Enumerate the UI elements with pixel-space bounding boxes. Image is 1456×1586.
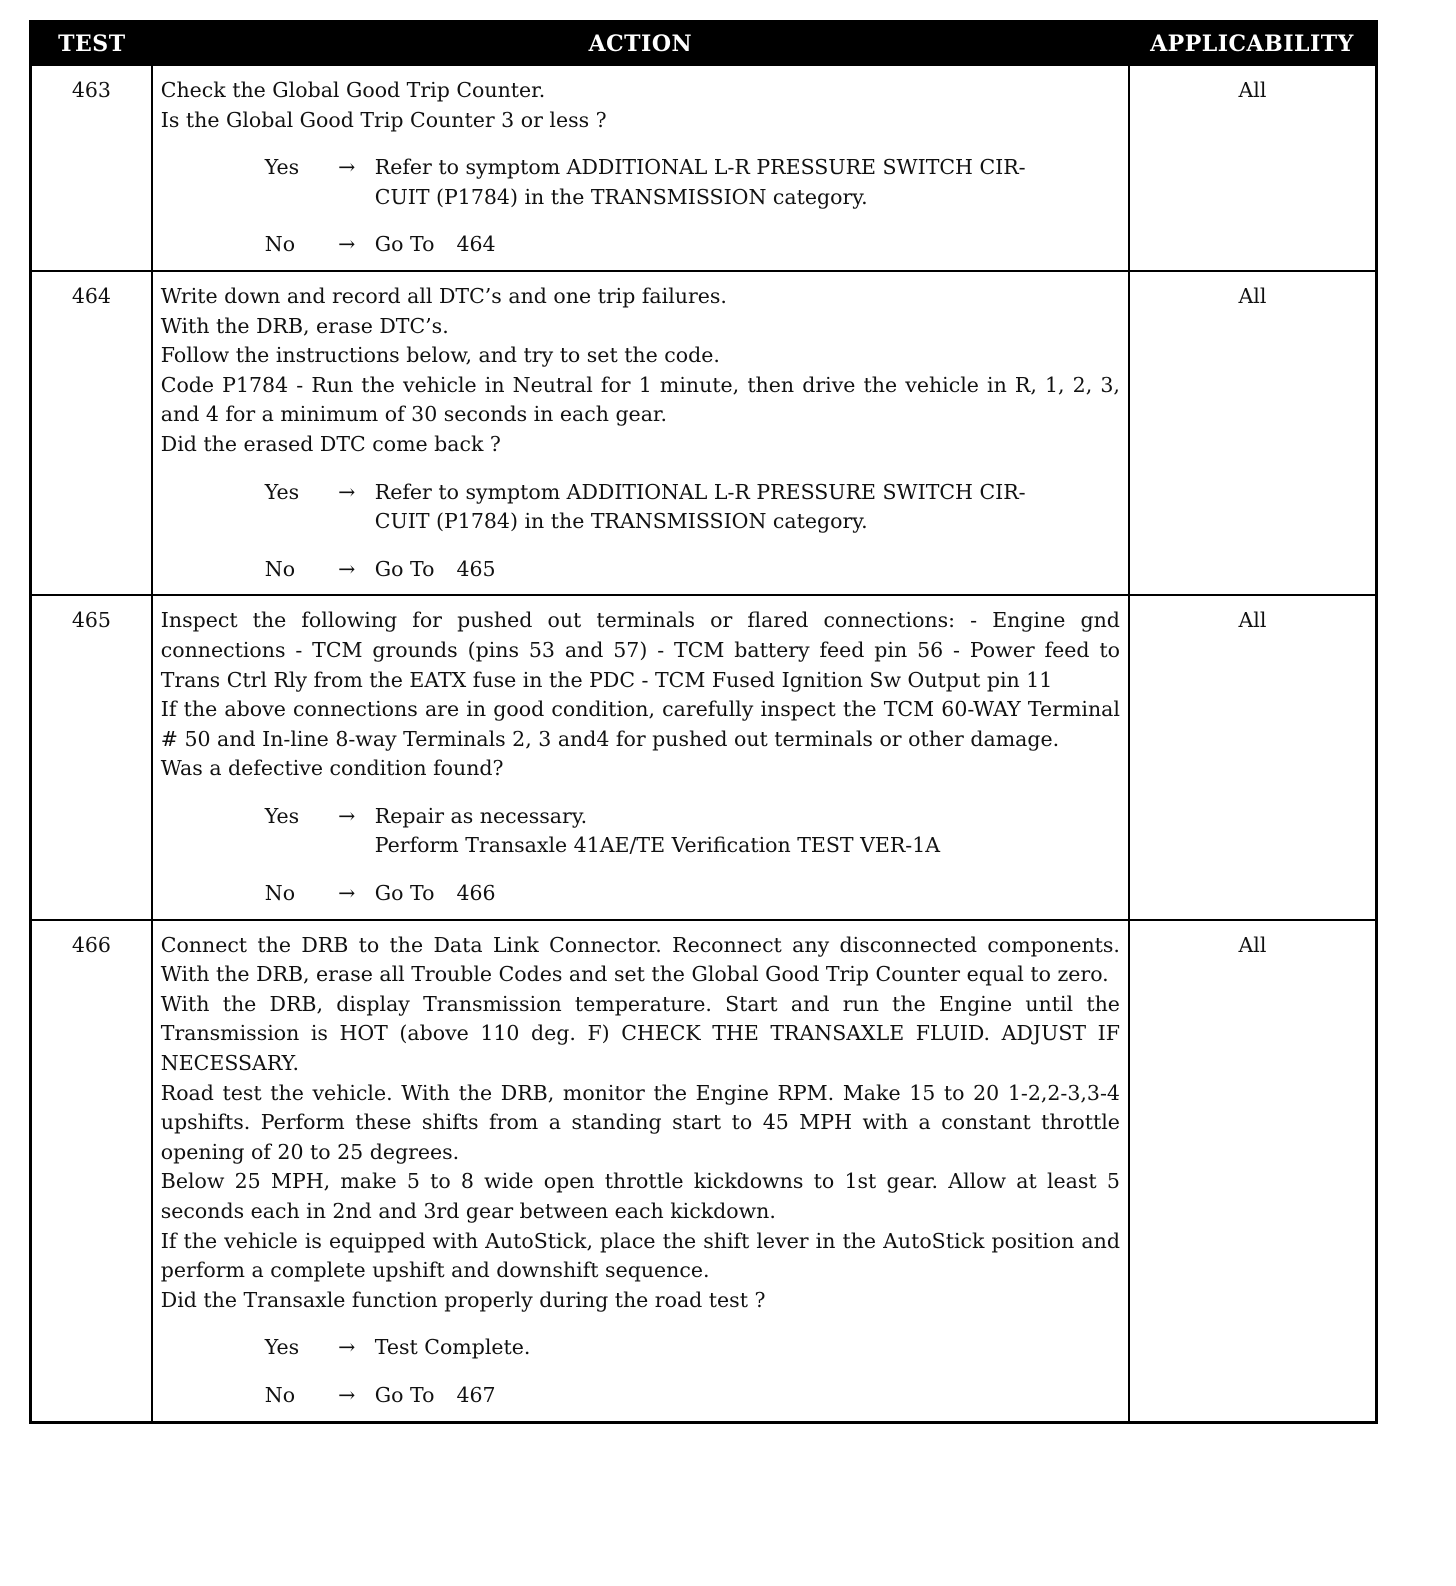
yes-result-text: Repair as necessary. — [374, 803, 588, 828]
instruction-text: Code P1784 - Run the vehicle in Neutral for 1 minute, then drive the vehicle in R, 1, 2, 3, and 4 for a minimum of 30 seconds in each gear. — [160, 372, 1120, 427]
yes-outcome — [265, 478, 1120, 537]
header-test: TEST — [31, 22, 152, 66]
yes-result-text: Perform Transaxle 41AE/TE Verification TEST VER-1A — [374, 833, 941, 858]
arrow-right-icon: → — [338, 232, 356, 257]
instruction-text: If the vehicle is equipped with AutoStick, place the shift lever in the AutoStick position and perform a complete upshift and downshift sequence. — [160, 1228, 1120, 1283]
yes-label: Yes — [264, 1335, 300, 1360]
yes-label: Yes — [264, 479, 300, 504]
arrow-right-icon: → — [338, 1335, 356, 1360]
instruction-text: Connect the DRB to the Data Link Connector. Reconnect any disconnected components. With the DRB, erase all Trouble Codes and set the Global Good Trip Counter equal to zero. — [160, 932, 1120, 987]
instruction-text: Is the Global Good Trip Counter 3 or less ? — [160, 107, 607, 132]
outcomes — [161, 802, 1120, 909]
test-row — [31, 65, 1377, 271]
test-number: 464 — [31, 271, 152, 595]
yes-result — [375, 478, 1120, 537]
no-result — [375, 1381, 1120, 1411]
yes-outcome — [265, 153, 1120, 212]
yes-result-text: Test Complete. — [374, 1335, 531, 1360]
test-number: 465 — [31, 595, 152, 919]
diagnostic-table-page — [29, 20, 1378, 1424]
diagnostic-test-table — [29, 20, 1378, 1424]
no-outcome — [265, 879, 1120, 909]
test-row — [31, 595, 1377, 919]
table-header — [31, 22, 1377, 66]
instruction-text: Follow the instructions below, and try to set the code. — [160, 343, 720, 368]
test-number: 466 — [31, 920, 152, 1422]
go-to-test-number: 465 — [456, 556, 496, 581]
outcomes — [161, 478, 1120, 585]
go-to-test-number: 466 — [456, 881, 496, 906]
no-label: No — [264, 1382, 296, 1407]
go-to-label: Go To — [374, 1382, 435, 1407]
action-cell — [152, 271, 1129, 595]
arrow-right-icon: → — [338, 881, 356, 906]
yes-outcome — [265, 802, 1120, 861]
instruction-text: With the DRB, display Transmission temperature. Start and run the Engine until the Transmission is HOT (above 110 deg. F) CHECK THE TRANSAXLE FLUID. ADJUST IF NECESSARY. — [160, 991, 1120, 1076]
go-to-label: Go To — [374, 232, 435, 257]
no-result — [375, 230, 1120, 260]
yes-label: Yes — [264, 803, 300, 828]
go-to-label: Go To — [374, 556, 435, 581]
instruction-text: If the above connections are in good condition, carefully inspect the TCM 60-WAY Terminal # 50 and In-line 8-way Terminals 2, 3 and4 for pushed out terminals or other damage. — [160, 697, 1120, 751]
yes-result — [375, 1333, 1120, 1363]
applicability-value: All — [1129, 595, 1377, 919]
arrow-right-icon: → — [338, 479, 356, 504]
no-outcome — [265, 555, 1120, 585]
header-action: ACTION — [152, 22, 1129, 66]
instruction-text: Did the erased DTC come back ? — [160, 431, 501, 456]
outcomes — [161, 1333, 1120, 1410]
no-outcome — [265, 1381, 1120, 1411]
instruction-text: Did the Transaxle function properly during the road test ? — [160, 1287, 766, 1312]
outcomes — [161, 153, 1120, 260]
arrow-right-icon: → — [338, 803, 356, 828]
yes-label: Yes — [264, 155, 300, 180]
yes-result-text: CUIT (P1784) in the TRANSMISSION category. — [374, 509, 868, 534]
applicability-value: All — [1129, 65, 1377, 271]
instruction-text: Road test the vehicle. With the DRB, monitor the Engine RPM. Make 15 to 20 1-2,2-3,3-4 upshifts. Perform these shifts from a standing start to 45 MPH with a constant throttle opening of 20 to 25 degrees. — [160, 1080, 1120, 1164]
no-label: No — [264, 556, 296, 581]
action-cell — [152, 920, 1129, 1422]
instruction-text: Was a defective condition found? — [160, 756, 504, 781]
yes-result-text: Refer to symptom ADDITIONAL L-R PRESSURE SWITCH CIR- — [374, 479, 1026, 504]
yes-result — [375, 802, 1120, 861]
instruction-text: With the DRB, erase DTC’s. — [160, 313, 449, 338]
instruction-text: Below 25 MPH, make 5 to 8 wide open throttle kickdowns to 1st gear. Allow at least 5 seconds each in 2nd and 3rd gear between each kickdown. — [160, 1169, 1120, 1223]
instruction-text: Check the Global Good Trip Counter. — [160, 78, 546, 102]
no-outcome — [265, 230, 1120, 260]
test-row — [31, 920, 1377, 1422]
arrow-right-icon: → — [338, 1382, 356, 1407]
go-to-test-number: 467 — [456, 1382, 496, 1407]
no-label: No — [264, 232, 296, 257]
yes-result-text: CUIT (P1784) in the TRANSMISSION category. — [374, 184, 868, 209]
yes-result — [375, 153, 1120, 212]
action-cell — [152, 65, 1129, 271]
no-result — [375, 555, 1120, 585]
go-to-label: Go To — [374, 881, 435, 906]
applicability-value: All — [1129, 920, 1377, 1422]
action-cell — [152, 595, 1129, 919]
yes-result-text: Refer to symptom ADDITIONAL L-R PRESSURE SWITCH CIR- — [374, 155, 1026, 180]
test-row — [31, 271, 1377, 595]
instruction-text: Write down and record all DTC’s and one trip failures. — [160, 283, 727, 308]
no-result — [375, 879, 1120, 909]
instruction-text: Inspect the following for pushed out terminals or flared connections: - Engine gnd connections - TCM grounds (pins 53 and 57) - TCM battery feed pin 56 - Power feed to Trans Ctrl Rly from the EATX fuse in the PDC - TCM Fused Ignition Sw Output pin 11 — [160, 608, 1120, 692]
table-body — [31, 65, 1377, 1422]
test-number: 463 — [31, 65, 152, 271]
header-applicability: APPLICABILITY — [1129, 22, 1377, 66]
arrow-right-icon: → — [338, 556, 356, 581]
yes-outcome — [265, 1333, 1120, 1363]
arrow-right-icon: → — [338, 155, 356, 180]
go-to-test-number: 464 — [456, 232, 496, 257]
no-label: No — [264, 881, 296, 906]
applicability-value: All — [1129, 271, 1377, 595]
